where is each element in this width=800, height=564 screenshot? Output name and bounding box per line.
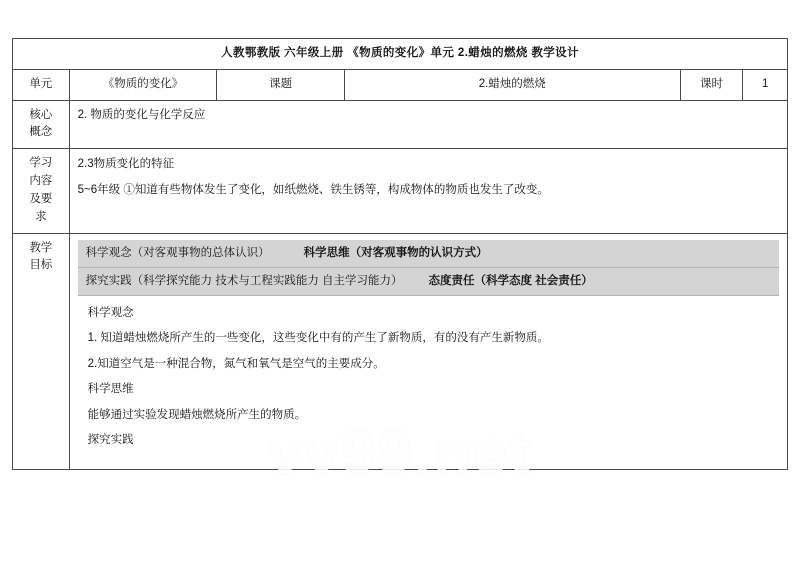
core-concept-label-line: 概念 — [29, 126, 53, 139]
objective-line: 能够通过实验发现蜡烛燃烧所产生的物质。 — [87, 408, 307, 421]
learning-line: 5~6年级 ①知道有些物体发生了变化，如纸燃烧、铁生锈等，构成物体的物质也发生了改变。 — [77, 183, 549, 196]
objective-banner-concept-thinking — [78, 240, 779, 268]
table-row-unit — [13, 69, 788, 100]
objective-line: 1. 知道蜡烛燃烧所产生的一些变化，这些变化中有的产生了新物质，有的没有产生新物质。 — [87, 332, 549, 345]
objective-line: 探究实践 — [87, 433, 134, 446]
learning-label — [13, 149, 70, 233]
learning-label-line: 内容 — [29, 175, 53, 188]
banner-science-thinking: 科学思维（对客观事物的认识方式） — [303, 246, 488, 259]
document-title: 人教鄂教版 六年级上册 《物质的变化》单元 2.蜡烛的燃烧 教学设计 — [13, 39, 788, 70]
objective-label-line: 目标 — [29, 259, 53, 272]
banner-inquiry-practice: 探究实践（科学探究能力 技术与工程实践能力 自主学习能力） — [85, 274, 403, 287]
learning-line: 2.3物质变化的特征 — [77, 158, 175, 171]
objective-banner-practice-attitude — [78, 268, 779, 296]
objective-content — [69, 233, 787, 470]
objective-line: 科学观念 — [87, 307, 134, 319]
learning-label-line: 求 — [35, 210, 47, 223]
core-concept-label — [13, 100, 70, 149]
objective-body — [78, 296, 779, 463]
table-row-title — [13, 39, 788, 70]
objective-label — [13, 233, 70, 470]
banner-attitude-responsibility: 态度责任（科学态度 社会责任） — [428, 274, 593, 287]
table-row-learning — [13, 149, 788, 233]
table-row-core-concept — [13, 100, 788, 149]
core-concept-label-line: 核心 — [29, 108, 53, 121]
lesson-value: 1 — [743, 69, 788, 100]
unit-label: 单元 — [13, 69, 70, 100]
lesson-label: 课时 — [680, 69, 743, 100]
core-concept-value: 2. 物质的变化与化学反应 — [69, 100, 787, 149]
banner-science-concept: 科学观念（对客观事物的总体认识） — [85, 246, 270, 259]
learning-content — [69, 149, 787, 233]
topic-label: 课题 — [217, 69, 344, 100]
learning-label-line: 及要 — [29, 192, 53, 205]
objective-label-line: 教学 — [29, 241, 53, 254]
watermark: vv99.net — [267, 419, 533, 488]
unit-value: 《物质的变化》 — [69, 69, 217, 100]
lesson-plan-table — [12, 38, 788, 470]
objective-line: 2.知道空气是一种混合物，氮气和氧气是空气的主要成分。 — [87, 357, 385, 370]
table-row-objectives — [13, 233, 788, 470]
objective-line: 科学思维 — [87, 383, 134, 396]
learning-label-line: 学习 — [29, 157, 53, 170]
topic-value: 2.蜡烛的燃烧 — [344, 69, 680, 100]
